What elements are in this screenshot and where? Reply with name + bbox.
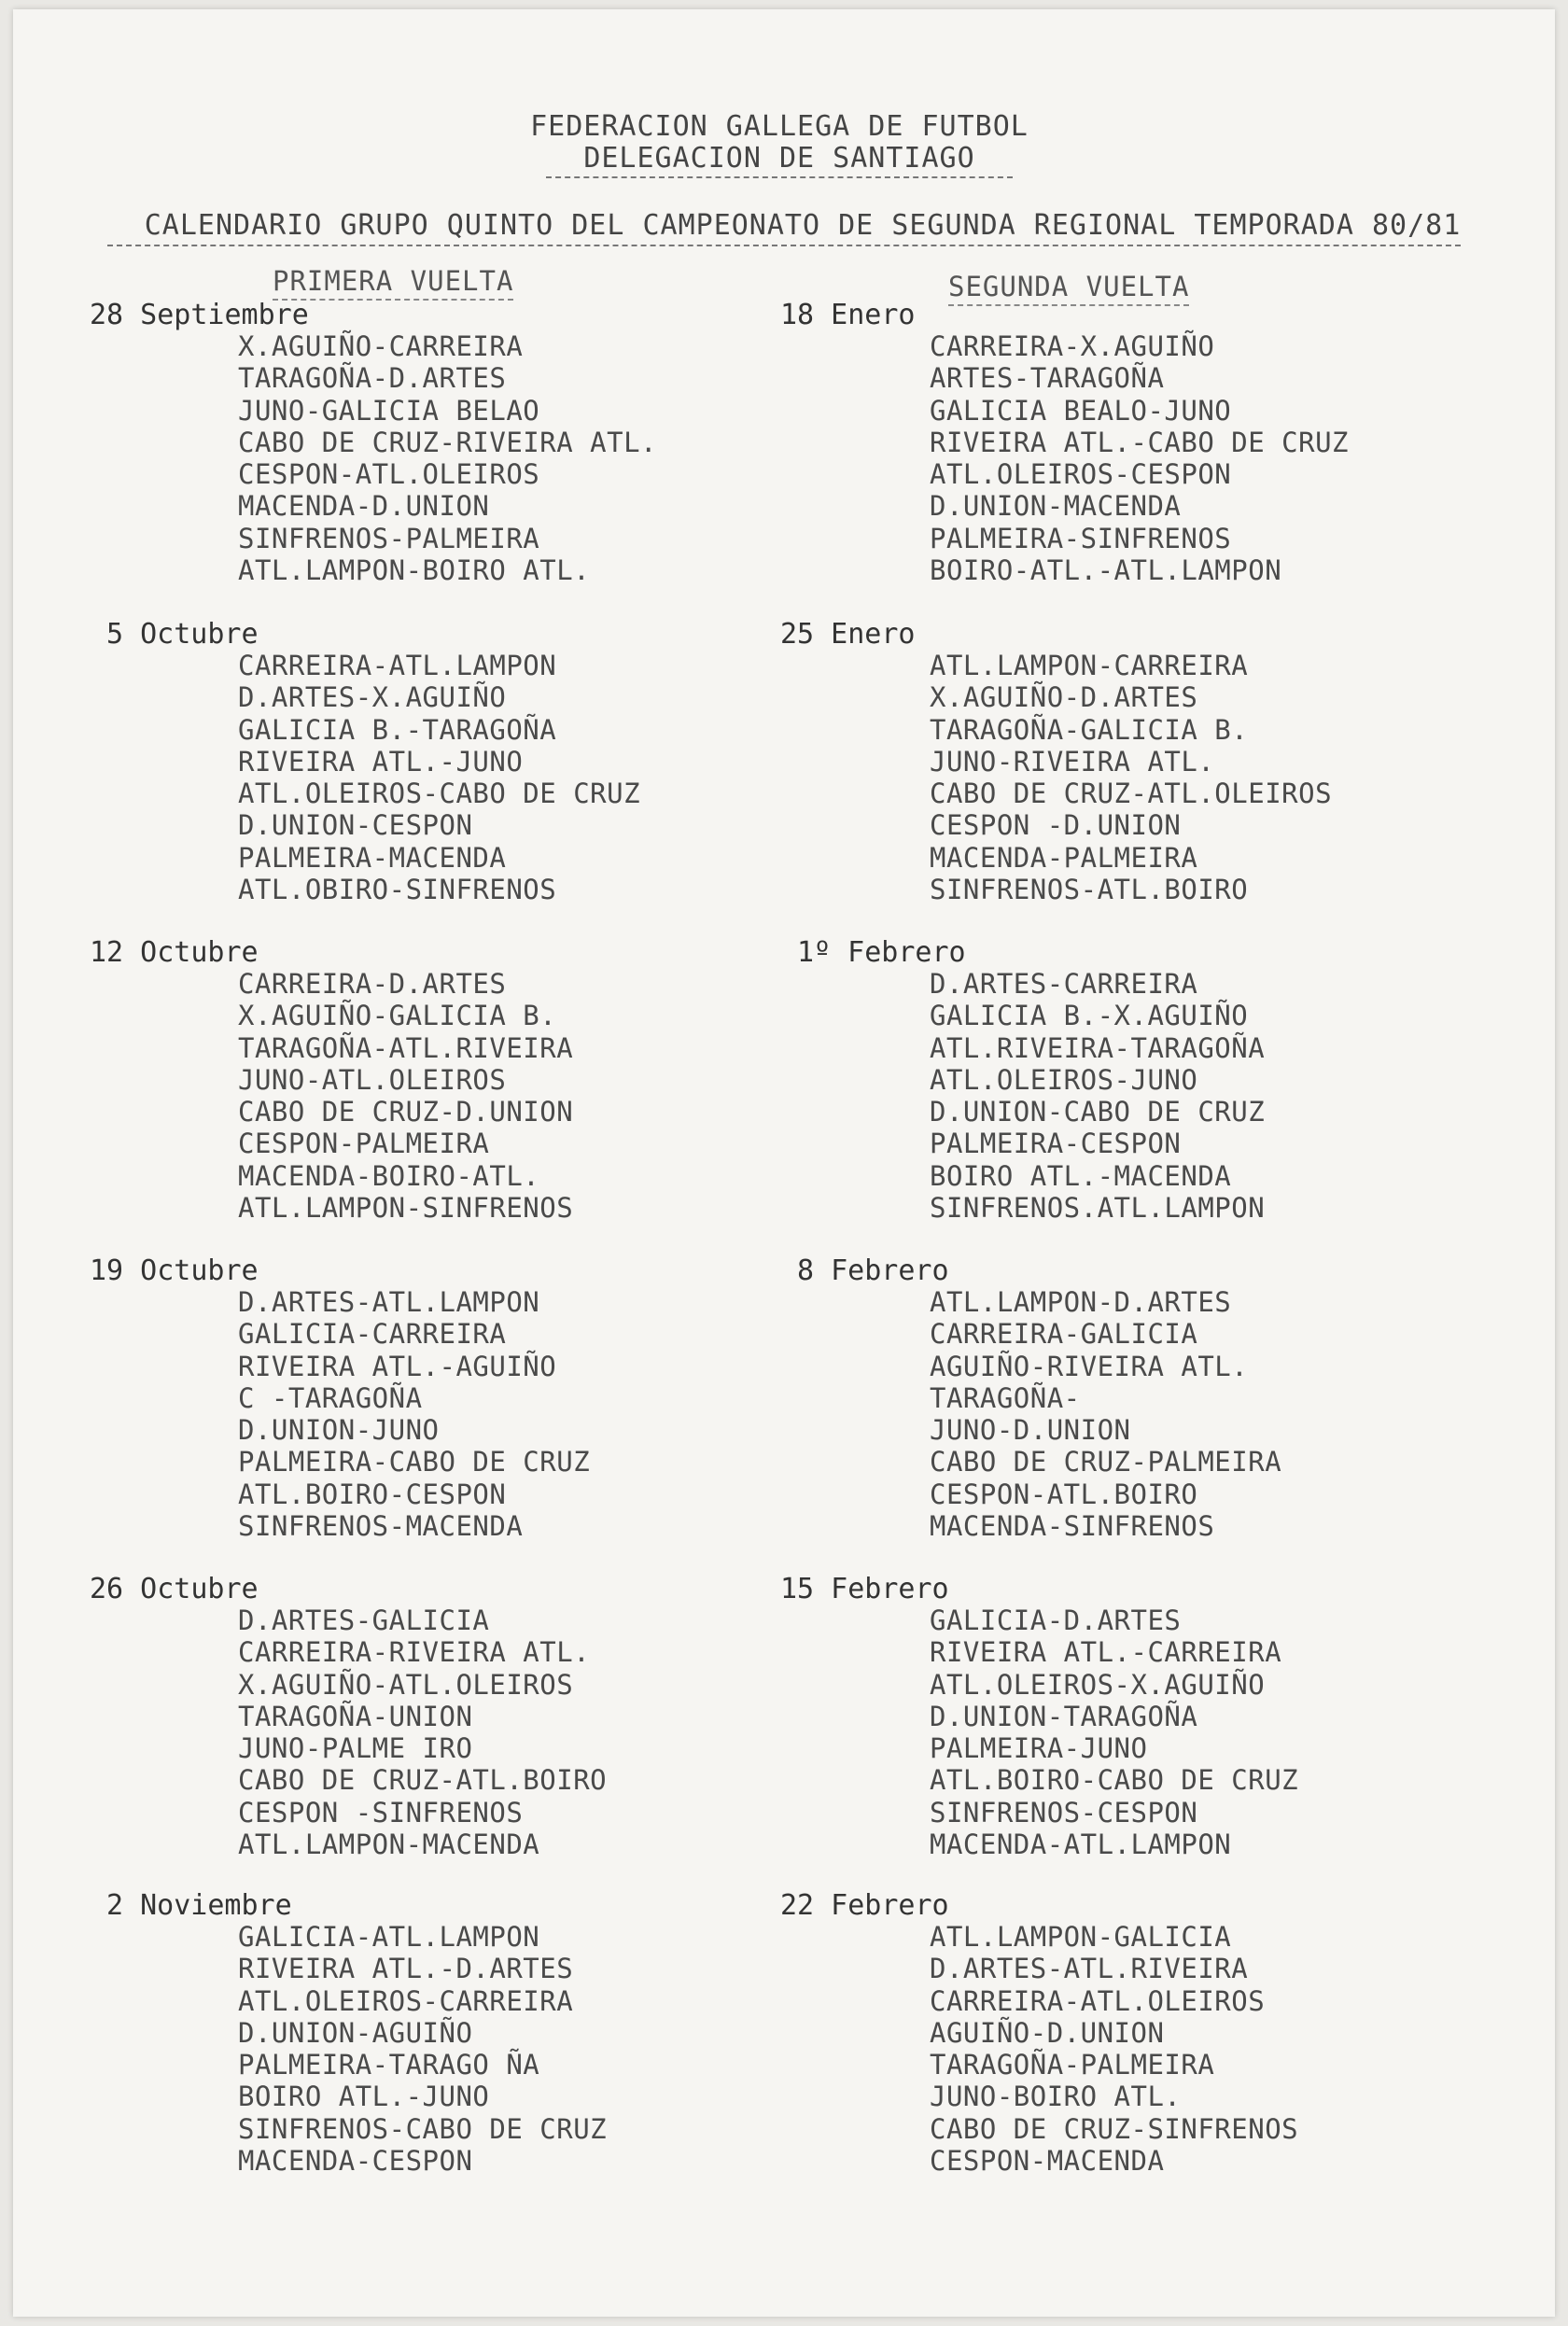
match-row: JUNO-RIVEIRA ATL.: [930, 745, 1215, 778]
delegation-subtitle-text: DELEGACION DE SANTIAGO: [546, 142, 1012, 178]
match-row: MACENDA-ATL.LAMPON: [930, 1829, 1232, 1861]
match-row: GALICIA-D.ARTES: [930, 1604, 1182, 1636]
primera-round-date: 12 Octubre: [90, 936, 259, 969]
match-row: TARAGOÑA-PALMEIRA: [930, 2049, 1215, 2081]
match-row: JUNO-ATL.OLEIROS: [238, 1063, 507, 1096]
segunda-round-date: 18 Enero: [780, 299, 916, 331]
primera-round-date: 26 Octubre: [90, 1573, 259, 1605]
match-row: ATL.OLEIROS-X.AGUIÑO: [930, 1668, 1266, 1701]
match-row: MACENDA-SINFRENOS: [930, 1510, 1215, 1543]
match-row: PALMEIRA-CESPON: [930, 1128, 1182, 1160]
match-row: PALMEIRA-MACENDA: [238, 841, 507, 874]
match-row: MACENDA-BOIRO-ATL.: [238, 1159, 540, 1192]
match-row: SINFRENOS-CESPON: [930, 1796, 1198, 1829]
primera-round-matches: [238, 1286, 590, 1542]
segunda-round-date: 15 Febrero: [780, 1573, 949, 1605]
segunda-round-matches: [930, 330, 1349, 586]
match-row: D.UNION-CESPON: [238, 809, 473, 842]
segunda-round-matches: [930, 1286, 1281, 1542]
match-row: JUNO-D.UNION: [930, 1414, 1131, 1447]
match-row: X.AGUIÑO-ATL.OLEIROS: [238, 1668, 574, 1701]
delegation-subtitle: [0, 142, 1563, 175]
match-row: D.ARTES-CARREIRA: [930, 968, 1198, 1000]
primera-vuelta-title-text: PRIMERA VUELTA: [273, 265, 513, 301]
match-row: BOIRO ATL.-JUNO: [238, 2081, 490, 2113]
match-row: X.AGUIÑO-GALICIA B.: [238, 1000, 557, 1032]
match-row: D.UNION-AGUIÑO: [238, 2016, 473, 2049]
segunda-round-matches: [930, 1604, 1298, 1860]
segunda-vuelta-column: [765, 265, 1493, 302]
match-row: GALICIA BEALO-JUNO: [930, 394, 1232, 427]
match-row: TARAGOÑA-D.ARTES: [238, 362, 507, 395]
match-row: SINFRENOS.ATL.LAMPON: [930, 1192, 1266, 1225]
match-row: CABO DE CRUZ-D.UNION: [238, 1096, 574, 1128]
primera-round-matches: [238, 1604, 607, 1860]
match-row: ATL.LAMPON-CARREIRA: [930, 650, 1249, 681]
match-row: SINFRENOS-MACENDA: [238, 1510, 524, 1543]
match-row: CARREIRA-ATL.OLEIROS: [930, 1984, 1266, 2017]
match-row: CESPON-ATL.BOIRO: [930, 1478, 1198, 1510]
match-row: TARAGOÑA-: [930, 1381, 1081, 1414]
match-row: RIVEIRA ATL.-CABO DE CRUZ: [930, 426, 1349, 458]
match-row: AGUIÑO-D.UNION: [930, 2016, 1165, 2049]
match-row: CARREIRA-RIVEIRA ATL.: [238, 1636, 591, 1669]
match-row: D.ARTES-ATL.RIVEIRA: [930, 1953, 1249, 1985]
segunda-round-matches: [930, 968, 1265, 1224]
match-row: X.AGUIÑO-D.ARTES: [930, 681, 1198, 714]
match-row: MACENDA-D.UNION: [238, 490, 490, 523]
match-row: JUNO-BOIRO ATL.: [930, 2081, 1182, 2113]
match-row: RIVEIRA ATL.-D.ARTES: [238, 1953, 574, 1985]
match-row: RIVEIRA ATL.-CARREIRA: [930, 1636, 1282, 1669]
match-row: SINFRENOS-ATL.BOIRO: [930, 874, 1249, 906]
match-row: GALICIA B.-X.AGUIÑO: [930, 1000, 1249, 1032]
match-row: ATL.LAMPON-MACENDA: [238, 1829, 540, 1861]
primera-round-matches: [238, 968, 573, 1224]
match-row: CARREIRA-ATL.LAMPON: [238, 650, 557, 681]
match-row: GALICIA-CARREIRA: [238, 1318, 507, 1351]
segunda-round-date: 25 Enero: [780, 618, 916, 651]
match-row: CABO DE CRUZ-ATL.OLEIROS: [930, 778, 1333, 810]
match-row: SINFRENOS-CABO DE CRUZ: [238, 2112, 608, 2145]
match-row: ATL.LAMPON-D.ARTES: [930, 1286, 1232, 1318]
federation-title: FEDERACION GALLEGA DE FUTBOL: [530, 110, 1029, 143]
match-row: ATL.OLEIROS-CARREIRA: [238, 1984, 574, 2017]
match-row: CABO DE CRUZ-RIVEIRA ATL.: [238, 426, 657, 458]
match-row: PALMEIRA-SINFRENOS: [930, 522, 1232, 554]
match-row: ATL.BOIRO-CESPON: [238, 1478, 507, 1510]
segunda-round-matches: [930, 1921, 1298, 2177]
match-row: ATL.OLEIROS-JUNO: [930, 1063, 1198, 1096]
match-row: TARAGOÑA-GALICIA B.: [930, 713, 1249, 746]
match-row: CARREIRA-D.ARTES: [238, 968, 507, 1000]
match-row: ATL.OBIRO-SINFRENOS: [238, 874, 557, 906]
primera-round-date: 28 Septiembre: [90, 299, 309, 331]
match-row: JUNO-PALME IRO: [238, 1732, 473, 1765]
match-row: ATL.LAMPON-BOIRO ATL.: [238, 554, 591, 587]
segunda-round-matches: [930, 650, 1332, 905]
match-row: BOIRO ATL.-MACENDA: [930, 1159, 1232, 1192]
match-row: PALMEIRA-CABO DE CRUZ: [238, 1446, 591, 1478]
match-row: D.UNION-JUNO: [238, 1414, 440, 1447]
match-row: CESPON-PALMEIRA: [238, 1128, 490, 1160]
match-row: TARAGOÑA-UNION: [238, 1700, 473, 1732]
segunda-vuelta-title-text: SEGUNDA VUELTA: [948, 271, 1189, 306]
segunda-round-date: 8 Febrero: [797, 1254, 949, 1287]
match-row: PALMEIRA-TARAGO ÑA: [238, 2049, 540, 2081]
calendar-heading: [0, 209, 1568, 242]
match-row: ATL.OLEIROS-CABO DE CRUZ: [238, 778, 641, 810]
segunda-round-date: 1º Febrero: [797, 936, 966, 969]
match-row: CESPON-ATL.OLEIROS: [238, 458, 540, 491]
match-row: RIVEIRA ATL.-AGUIÑO: [238, 1350, 557, 1382]
match-row: D.ARTES-ATL.LAMPON: [238, 1286, 540, 1318]
match-row: CESPON-MACENDA: [930, 2145, 1165, 2178]
primera-round-matches: [238, 650, 640, 905]
match-row: RIVEIRA ATL.-JUNO: [238, 745, 524, 778]
match-row: PALMEIRA-JUNO: [930, 1732, 1148, 1765]
match-row: TARAGOÑA-ATL.RIVEIRA: [238, 1031, 574, 1064]
match-row: CARREIRA-GALICIA: [930, 1318, 1198, 1351]
match-row: ATL.LAMPON-SINFRENOS: [238, 1192, 574, 1225]
primera-round-date: 2 Noviembre: [106, 1889, 292, 1922]
match-row: C -TARAGOÑA: [238, 1381, 423, 1414]
match-row: ATL.RIVEIRA-TARAGOÑA: [930, 1031, 1266, 1064]
match-row: ATL.OLEIROS-CESPON: [930, 458, 1232, 491]
calendar-heading-text: CALENDARIO GRUPO QUINTO DEL CAMPEONATO DE SEGUNDA REGIONAL TEMPORADA 80/81: [107, 209, 1462, 246]
match-row: GALICIA-ATL.LAMPON: [238, 1921, 540, 1953]
primera-vuelta-column: [0, 265, 728, 297]
match-row: JUNO-GALICIA BELAO: [238, 394, 540, 427]
match-row: CARREIRA-X.AGUIÑO: [930, 330, 1215, 362]
match-row: AGUIÑO-RIVEIRA ATL.: [930, 1350, 1249, 1382]
primera-round-date: 19 Octubre: [90, 1254, 259, 1287]
match-row: MACENDA-CESPON: [238, 2145, 473, 2178]
match-row: ATL.LAMPON-GALICIA: [930, 1921, 1232, 1953]
match-row: X.AGUIÑO-CARREIRA: [238, 330, 524, 362]
match-row: D.UNION-MACENDA: [930, 490, 1182, 523]
match-row: D.UNION-TARAGOÑA: [930, 1700, 1198, 1732]
match-row: CABO DE CRUZ-SINFRENOS: [930, 2112, 1299, 2145]
match-row: CESPON -SINFRENOS: [238, 1796, 524, 1829]
primera-vuelta-title: [273, 265, 728, 297]
match-row: D.UNION-CABO DE CRUZ: [930, 1096, 1266, 1128]
match-row: ATL.BOIRO-CABO DE CRUZ: [930, 1764, 1299, 1797]
match-row: CABO DE CRUZ-ATL.BOIRO: [238, 1764, 608, 1797]
primera-round-matches: [238, 1921, 607, 2177]
primera-round-matches: [238, 330, 657, 586]
match-row: CESPON -D.UNION: [930, 809, 1182, 842]
primera-round-date: 5 Octubre: [106, 618, 259, 651]
match-row: GALICIA B.-TARAGOÑA: [238, 713, 557, 746]
match-row: D.ARTES-GALICIA: [238, 1604, 490, 1636]
segunda-vuelta-title: [948, 271, 1493, 302]
match-row: ARTES-TARAGOÑA: [930, 362, 1165, 395]
match-row: CABO DE CRUZ-PALMEIRA: [930, 1446, 1282, 1478]
match-row: D.ARTES-X.AGUIÑO: [238, 681, 507, 714]
match-row: BOIRO-ATL.-ATL.LAMPON: [930, 554, 1282, 587]
segunda-round-date: 22 Febrero: [780, 1889, 949, 1922]
match-row: SINFRENOS-PALMEIRA: [238, 522, 540, 554]
match-row: MACENDA-PALMEIRA: [930, 841, 1198, 874]
